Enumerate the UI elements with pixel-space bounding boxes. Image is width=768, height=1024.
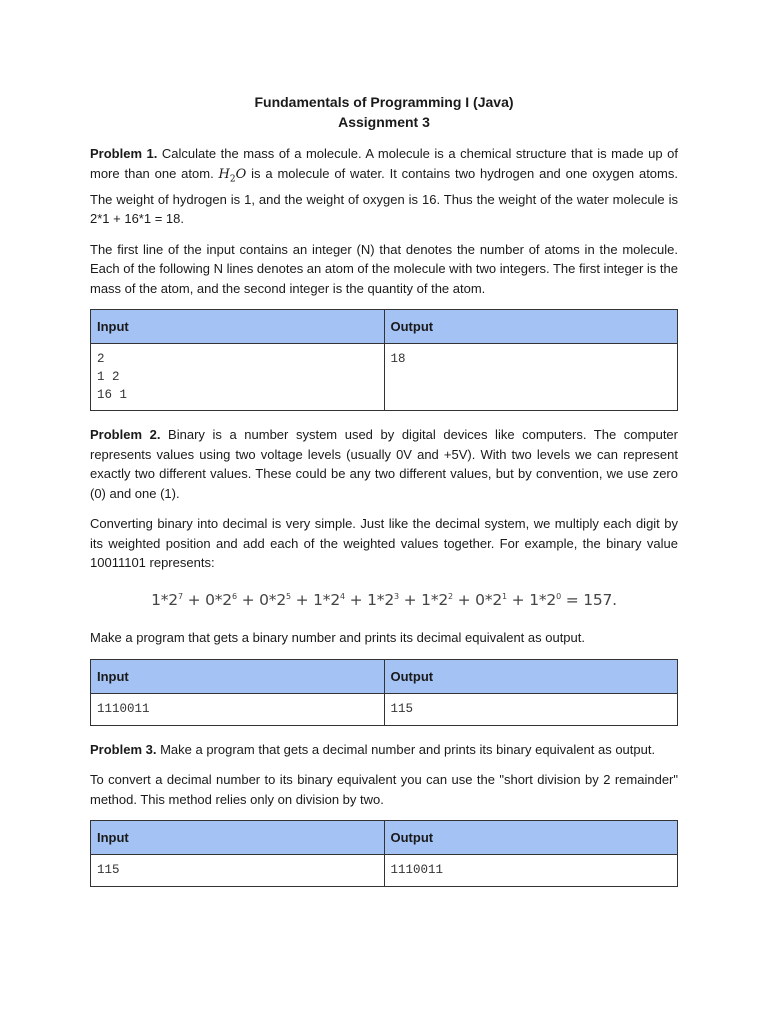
table-header-row <box>91 821 678 855</box>
formula-term: $1*2^4$ <box>313 590 345 609</box>
formula-o: O <box>235 166 247 182</box>
input-header: Input <box>91 310 385 344</box>
problem1-description <box>90 144 678 229</box>
formula-term: $0*2^5$ <box>259 590 291 609</box>
formula-term: $0*2^6$ <box>205 590 237 609</box>
formula-term: $0*2^1$ <box>475 590 507 609</box>
formula-term: $1*2^0$ <box>529 590 561 609</box>
binary-expansion-formula: $1*2^7 + 0*2^6 + 0*2^5 + 1*2^4 + 1*2^3 + 1*2^2 + 0*2^1 + 1*2^0 = 157$. <box>151 590 617 609</box>
problem1-input-description: The first line of the input contains an integer (N) that denotes the number of atoms in the molecule. Each of the following N lines denotes an atom of the molecule with two integers. The first integer is the mass of the atom, and the second integer is the quantity of the atom. <box>90 241 678 296</box>
problem3-io-table <box>90 820 678 887</box>
table-header-row <box>91 659 678 693</box>
problem3-method-description: To convert a decimal number to its binary equivalent you can use the "short division by 2 remainder" method. This method relies only on division by two. <box>90 772 678 807</box>
problem2-conversion-description: Converting binary into decimal is very simple. Just like the decimal system, we multiply each digit by its weighted position and add each of the weighted values together. For example, the binary value 10011101 represents: <box>90 516 678 571</box>
document-content <box>90 92 678 901</box>
water-formula <box>218 166 247 185</box>
table-row <box>91 344 678 411</box>
input-cell: 1110011 <box>91 693 385 725</box>
output-cell: 18 <box>384 344 678 411</box>
problem3-label: Problem 3. <box>90 741 157 757</box>
input-header: Input <box>91 821 385 855</box>
problem2-text: Binary is a number system used by digital devices like computers. The computer represents values using two voltage levels (usually 0V and +5V). With two levels we can represent exactly two different values. These could be any two different values, but by convention, we use zero (0) and one (1). <box>90 427 678 501</box>
problem2-io-table <box>90 659 678 726</box>
output-cell: 115 <box>384 693 678 725</box>
table-row <box>91 855 678 887</box>
course-title: Fundamentals of Programming I (Java) <box>254 94 514 110</box>
output-header: Output <box>384 310 678 344</box>
formula-subscript: 2 <box>229 174 236 185</box>
problem3-description <box>90 740 678 760</box>
output-header: Output <box>384 659 678 693</box>
output-header: Output <box>384 821 678 855</box>
problem1-text-a: Calculate the mass of a molecule. A molecule is a chemical structure that is made up of more than one atom. <box>90 146 679 181</box>
input-cell: 115 <box>91 855 385 887</box>
problem2-description <box>90 425 678 503</box>
problem1-label: Problem 1. <box>90 146 158 161</box>
input-cell: 2 1 2 16 1 <box>91 344 385 411</box>
problem2-task: Make a program that gets a binary number and prints its decimal equivalent as output. <box>90 630 585 646</box>
formula-result: = 157. <box>565 590 617 609</box>
formula-term: $1*2^7$ <box>151 590 183 609</box>
problem1-text-b: is a molecule of water. It contains two hydrogen and one oxygen atoms. The weight of hydrogen is 1, and the weight of oxygen is 16. Thus the weight of the water molecule is 2*1 + 16*1 = 18. <box>90 165 678 227</box>
output-cell: 1110011 <box>384 855 678 887</box>
formula-term: $1*2^3$ <box>367 590 399 609</box>
input-header: Input <box>91 659 385 693</box>
table-header-row <box>91 310 678 344</box>
problem2-label: Problem 2. <box>90 427 161 443</box>
problem1-io-table <box>90 309 678 411</box>
table-row <box>91 693 678 725</box>
formula-h: H <box>218 166 230 182</box>
problem3-text: Make a program that gets a decimal number and prints its binary equivalent as output. <box>156 741 656 757</box>
formula-term: $1*2^2$ <box>421 590 453 609</box>
assignment-title: Assignment 3 <box>338 114 430 130</box>
